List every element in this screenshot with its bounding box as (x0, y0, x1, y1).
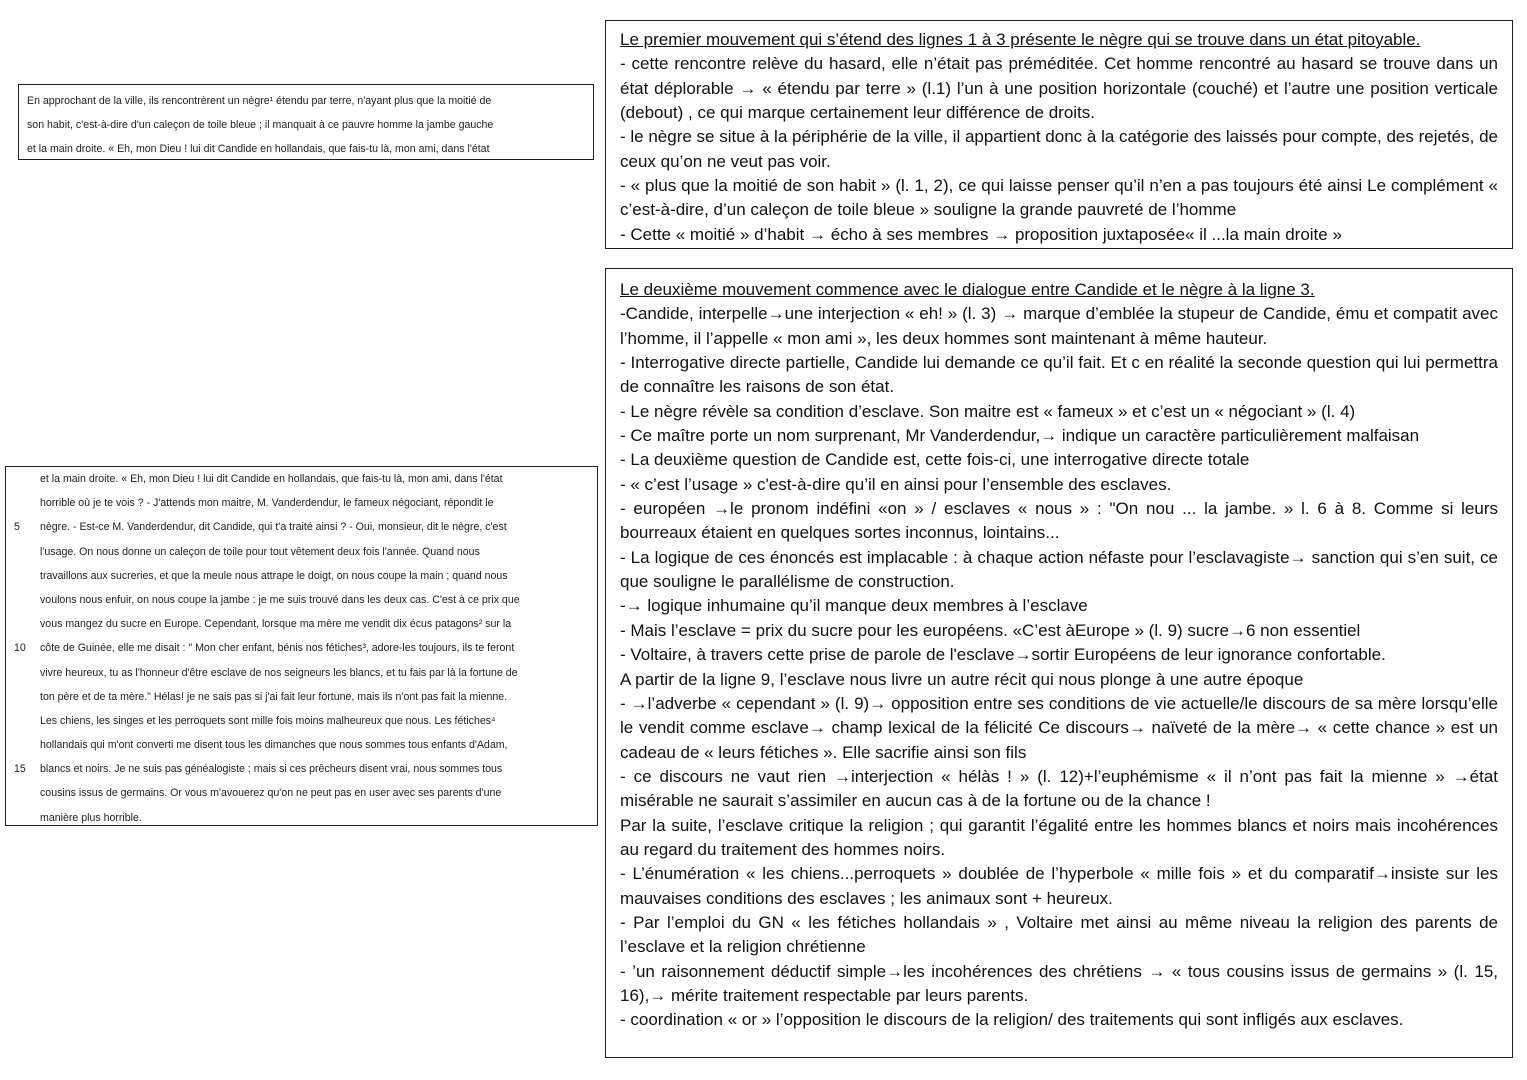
excerpt-text: voulons nous enfuir, on nous coupe la jambe : je me suis trouvé dans les deux cas. C'est à ce prix que (40, 593, 520, 606)
excerpt-row (6, 661, 589, 685)
analysis-box-first-movement (605, 20, 1513, 249)
analysis-paragraph: - L’énumération « les chiens...perroquets » doublée de l’hyperbole « mille fois » et du comparatif→insiste sur les mauvaises conditions des esclaves ; les animaux sont + heureux. (620, 864, 1498, 908)
excerpt-text: horrible où je te vois ? - J'attends mon maitre, M. Vanderdendur, le fameux négociant, répondit le (40, 497, 494, 510)
analysis-paragraph: - Ce maître porte un nom surprenant, Mr Vanderdendur,→ indique un caractère particulièrement malfaisan (620, 426, 1420, 446)
line-number: 5 (14, 521, 20, 534)
excerpt-text: manière plus horrible. (40, 811, 142, 824)
section-title: Le premier mouvement qui s’étend des lignes 1 à 3 présente le nègre qui se trouve dans un état pitoyable. (620, 30, 1421, 49)
analysis-paragraph: - Mais l’esclave = prix du sucre pour les européens. «C’est àEurope » (l. 9) sucre→6 non essentiel (620, 620, 1361, 640)
excerpt-row (6, 757, 589, 781)
analysis-paragraph: - Interrogative directe partielle, Candide lui demande ce qu’il fait. Et c en réalité la seconde question qui lui permettra de connaître les raisons de son état. (620, 353, 1498, 397)
excerpt-row (6, 733, 589, 757)
analysis-paragraph: Par la suite, l’esclave critique la religion ; qui garantit l’égalité entre les hommes blancs et noirs mais incohérences au regard du traitement des hommes noirs. (620, 815, 1498, 859)
excerpt-line: et la main droite. « Eh, mon Dieu ! lui dit Candide en hollandais, que fais-tu là, mon ami, dans l'état (27, 143, 490, 156)
analysis-paragraph: -→ logique inhumaine qu’il manque deux membres à l’esclave (620, 596, 1088, 616)
analysis-paragraph: - La deuxième question de Candide est, cette fois-ci, une interrogative directe totale (620, 450, 1250, 470)
analysis-paragraph: - →l’adverbe « cependant » (l. 9)→ opposition entre ses conditions de vie actuelle/le discours de sa mère lorsqu’elle le vendit comme esclave→ champ lexical de la félicité Ce discours→ naïveté de la mère→ « cette chance » est un cadeau de « leurs fétiches ». Elle sacrifie ainsi son fils (620, 693, 1498, 762)
excerpt-text: ton père et de ta mère." Hélas! je ne sais pas si j'ai fait leur fortune, mais ils n'ont pas fait la mienne. (40, 690, 508, 703)
excerpt-text: cousins issus de germains. Or vous m'avouerez qu'on ne peut pas en user avec ses parents d'une (40, 787, 502, 800)
excerpt-row (6, 685, 589, 709)
analysis-paragraph: - cette rencontre relève du hasard, elle n’était pas préméditée. Cet homme rencontré au hasard se trouve dans un état déplorable → « étendu par terre » (l.1) l’un à une position horizontale (couché) et l’autre une position verticale (debout) , ce qui marque certainement leur différence de droits. (620, 54, 1498, 123)
analysis-paragraph: - « plus que la moitié de son habit » (l. 1, 2), ce qui laisse penser qu’il n’en a pas toujours été ainsi Le complément « c’est-à-dire, d’un caleçon de toile bleue » souligne la grande pauvreté de l’homme (620, 176, 1498, 220)
analysis-paragraph: - « c’est l’usage » c'est-à-dire qu’il en ainsi pour l’ensemble des esclaves. (620, 474, 1172, 494)
excerpt-text: côte de Guinée, elle me disait : " Mon cher enfant, bénis nos fétiches³, adore-les toujours, ils te feront (40, 642, 515, 655)
excerpt-line: En approchant de la ville, ils rencontrèrent un nègre¹ étendu par terre, n'ayant plus que la moitié de (27, 95, 492, 107)
analysis-box-second-movement (605, 268, 1513, 1058)
excerpt-row (6, 491, 589, 515)
excerpt-row (6, 588, 589, 612)
analysis-paragraph: - coordination « or » l’opposition le discours de la religion/ des traitements qui sont infligés aux esclaves. (620, 1010, 1404, 1030)
excerpt-row (6, 612, 589, 636)
excerpt-text: blancs et noirs. Je ne suis pas généalogiste ; mais si ces prêcheurs disent vrai, nous sommes tous (40, 763, 503, 776)
excerpt-line: son habit, c'est-à-dire d'un caleçon de toile bleue ; il manquait à ce pauvre homme la jambe gauche (27, 119, 494, 132)
excerpt-text: l'usage. On nous donne un caleçon de toile pour tout vêtement deux fois l'année. Quand nous (40, 545, 480, 558)
excerpt-row (6, 540, 589, 564)
excerpt-row (6, 636, 589, 660)
excerpt-text: vous mangez du sucre en Europe. Cependant, lorsque ma mère me vendit dix écus patagons² sur la (40, 618, 512, 631)
excerpt-box-full (5, 466, 598, 826)
analysis-paragraph: - La logique de ces énoncés est implacable : à chaque action néfaste pour l’esclavagiste→ sanction qui s’en suit, ce que souligne le parallélisme de construction. (620, 547, 1498, 592)
excerpt-row (6, 781, 589, 805)
line-number: 10 (14, 642, 26, 655)
analysis-paragraph: A partir de la ligne 9, l’esclave nous livre un autre récit qui nous plonge à une autre époque (620, 669, 1304, 689)
analysis-paragraph: - ce discours ne vaut rien →interjection « hélàs ! » (l. 12)+l’euphémisme « il n’ont pas fait la mienne » →état misérable ne saurait s’assimiler en aucun cas à de la fortune ou de la chance ! (620, 766, 1498, 811)
excerpt-row (6, 515, 589, 539)
analysis-paragraph: - Par l’emploi du GN « les fétiches hollandais » , Voltaire met ainsi au même niveau la religion des parents de l’esclave et la religion chrétienne (620, 912, 1498, 957)
analysis-paragraph: - le nègre se situe à la périphérie de la ville, il appartient donc à la catégorie des laissés pour compte, des rejetés, de ceux qu’on ne veut pas voir. (620, 127, 1498, 171)
analysis-paragraph: - Voltaire, à travers cette prise de parole de l'esclave→sortir Européens de leur ignorance confortable. (620, 645, 1386, 665)
analysis-paragraph: - ’un raisonnement déductif simple→les incohérences des chrétiens → « tous cousins issus de germains » (l. 15, 16),→ mérite traitement respectable par leurs parents. (620, 961, 1498, 1005)
excerpt-text: vivre heureux, tu as l'honneur d'être esclave de nos seigneurs les blancs, et tu fais par là la fortune de (40, 666, 518, 679)
line-number: 15 (14, 763, 26, 776)
excerpt-row (6, 709, 589, 733)
excerpt-row (6, 467, 589, 491)
excerpt-text: hollandais qui m'ont converti me disent tous les dimanches que nous sommes tous enfants d'Adam, (40, 739, 508, 752)
analysis-paragraph: -Candide, interpelle→une interjection « eh! » (l. 3) → marque d’emblée la stupeur de Candide, ému et compatit avec l’homme, il l’appelle « mon ami », les deux hommes sont maintenant à même hauteur. (620, 304, 1498, 348)
excerpt-text: et la main droite. « Eh, mon Dieu ! lui dit Candide en hollandais, que fais-tu là, mon ami, dans l'état (40, 473, 503, 485)
excerpt-text: nègre. - Est-ce M. Vanderdendur, dit Candide, qui t'a traité ainsi ? - Oui, monsieur, dit le nègre, c'est (40, 521, 507, 534)
excerpt-text: travaillons aux sucreries, et que la meule nous attrape le doigt, on nous coupe la main ; quand nous (40, 569, 508, 582)
excerpt-row (6, 564, 589, 588)
analysis-paragraph: - Cette « moitié » d’habit → écho à ses membres → proposition juxtaposée« il ...la main droite » (620, 224, 1342, 244)
excerpt-text: Les chiens, les singes et les perroquets sont mille fois moins malheureux que nous. Les fétiches⁴ (40, 714, 496, 727)
analysis-paragraph: - européen →le pronom indéfini «on » / esclaves « nous » : "On nou ... la jambe. » l. 6 à 8. Comme si leurs bourreaux étaient en quelques sortes inconnus, lointains... (620, 499, 1498, 543)
section-title: Le deuxième mouvement commence avec le dialogue entre Candide et le nègre à la ligne 3. (620, 280, 1315, 299)
excerpt-row (6, 806, 589, 830)
excerpt-box-top (18, 84, 594, 160)
analysis-paragraph: - Le nègre révèle sa condition d’esclave. Son maitre est « fameux » et c’est un « négociant » (l. 4) (620, 401, 1356, 421)
